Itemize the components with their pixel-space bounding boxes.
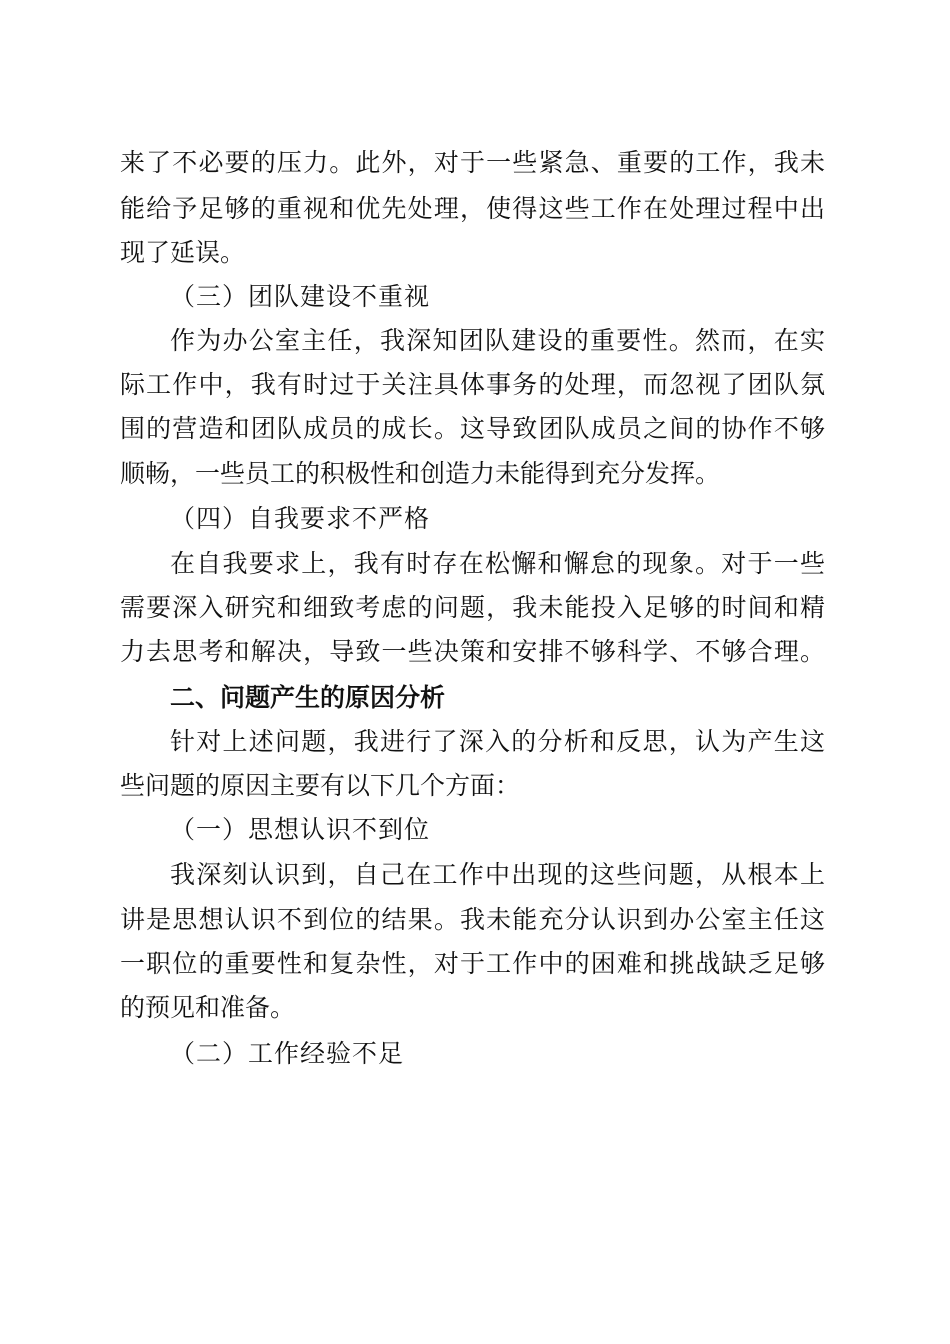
paragraph-line: 作为办公室主任，我深知团队建设的重要性。然而，在实 [170,326,825,355]
paragraph-line: 的预见和准备。 [120,993,296,1022]
paragraph-line: 些问题的原因主要有以下几个方面： [120,771,521,800]
paragraph-line: 际工作中，我有时过于关注具体事务的处理，而忽视了团队氛 [120,370,825,399]
paragraph-line: 现了延误。 [120,238,246,267]
paragraph-line: 能给予足够的重视和优先处理，使得这些工作在处理过程中出 [120,194,825,223]
subsection-heading: （一）思想认识不到位 [170,815,431,844]
paragraph-line: 讲是思想认识不到位的结果。我未能充分认识到办公室主任这 [120,905,825,934]
paragraph-line: 需要深入研究和细致考虑的问题，我未能投入足够的时间和精 [120,593,825,622]
paragraph-line: 一职位的重要性和复杂性，对于工作中的困难和挑战缺乏足够 [120,949,825,978]
paragraph-line: 顺畅，一些员工的积极性和创造力未能得到充分发挥。 [120,459,721,488]
paragraph-line: 围的营造和团队成员的成长。这导致团队成员之间的协作不够 [120,414,825,443]
section-heading: 二、问题产生的原因分析 [170,683,446,712]
paragraph-line: 来了不必要的压力。此外，对于一些紧急、重要的工作，我未 [120,148,825,177]
paragraph-line: 我深刻认识到，自己在工作中出现的这些问题，从根本上 [170,860,825,889]
paragraph-line: 在自我要求上，我有时存在松懈和懈怠的现象。对于一些 [170,549,825,578]
paragraph-line: 针对上述问题，我进行了深入的分析和反思，认为产生这 [170,727,825,756]
subsection-heading: （四）自我要求不严格 [170,504,431,533]
subsection-heading: （二）工作经验不足 [170,1039,405,1068]
subsection-heading: （三）团队建设不重视 [170,282,431,311]
paragraph-line: 力去思考和解决，导致一些决策和安排不够科学、不够合理。 [120,637,825,666]
